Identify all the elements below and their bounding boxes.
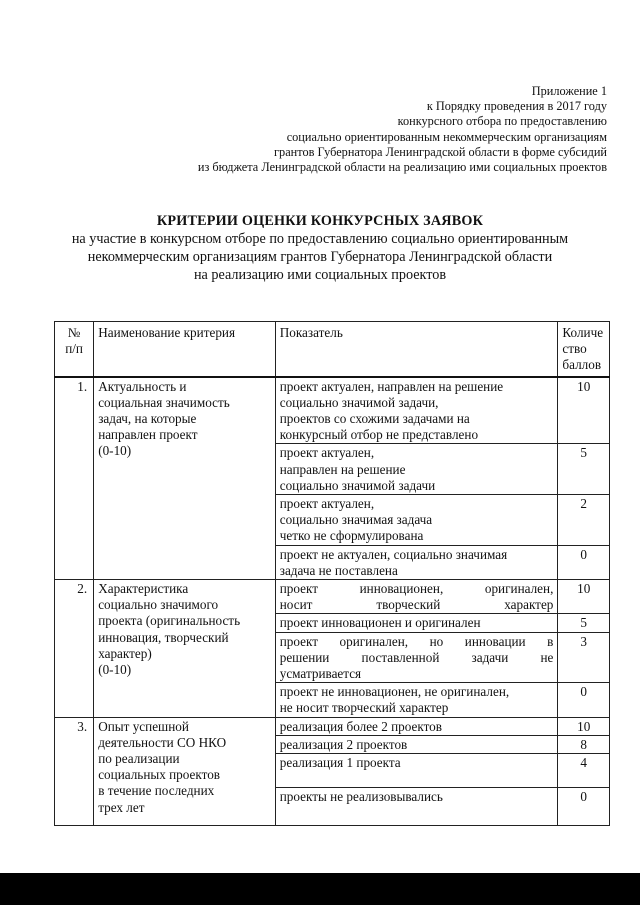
indicator-cell: проект не инновационен, не оригинален, не носит творческий характер <box>275 683 558 717</box>
appendix-line: социально ориентированным некоммерческим организациям <box>286 129 607 144</box>
appendix-line: к Порядку проведения в 2017 году <box>426 99 607 114</box>
header-indicator: Показатель <box>275 322 558 377</box>
score-cell: 3 <box>558 632 610 683</box>
indicator-cell: проект актуален, направлен на решение социально значимой задачи <box>275 444 558 495</box>
appendix-header <box>198 84 607 175</box>
appendix-line: из бюджета Ленинградской области на реализацию ими социальных проектов <box>197 160 607 175</box>
document-title <box>0 212 640 284</box>
indicator-cell: проект актуален, социально значимая задача четко не сформулирована <box>275 495 558 546</box>
header-num: № п/п <box>55 322 94 377</box>
title-sub-line: на реализацию ими социальных проектов <box>193 267 447 283</box>
indicator-cell: проекты не реализовывались <box>275 788 558 826</box>
score-cell: 0 <box>558 683 610 717</box>
table-row <box>55 717 610 735</box>
indicator-cell: проект не актуален, социально значимая задача не поставлена <box>275 545 558 579</box>
appendix-line: конкурсного отбора по предоставлению <box>397 114 607 129</box>
score-cell: 5 <box>558 614 610 632</box>
score-cell: 10 <box>558 377 610 444</box>
indicator-cell: проект актуален, направлен на решение социально значимой задачи, проектов со схожими задачами на конкурсный отбор не представлено <box>275 377 558 444</box>
title-main: КРИТЕРИИ ОЦЕНКИ КОНКУРСНЫХ ЗАЯВОК <box>156 213 484 229</box>
score-cell: 0 <box>558 545 610 579</box>
score-cell: 2 <box>558 495 610 546</box>
criterion-number: 2. <box>55 580 94 718</box>
table-header-row <box>55 322 610 377</box>
score-cell: 4 <box>558 754 610 788</box>
indicator-cell: проект инновационен и оригинален <box>275 614 558 632</box>
score-cell: 10 <box>558 580 610 614</box>
table-row <box>55 377 610 444</box>
indicator-cell: реализация 2 проектов <box>275 735 558 753</box>
appendix-line: Приложение 1 <box>531 84 607 98</box>
criterion-name: Актуальность и социальная значимость задач, на которые направлен проект (0-10) <box>94 377 276 580</box>
criterion-number: 3. <box>55 717 94 825</box>
indicator-cell: проект инновационен, оригинален, носит творческий характер <box>275 580 558 614</box>
header-name: Наименование критерия <box>94 322 276 377</box>
table-row <box>55 580 610 614</box>
title-sub-line: на участие в конкурсном отборе по предоставлению социально ориентированным <box>71 231 569 247</box>
score-cell: 0 <box>558 788 610 826</box>
title-sub-line: некоммерческим организациям грантов Губернатора Ленинградской области <box>87 249 553 265</box>
criterion-number: 1. <box>55 377 94 580</box>
indicator-cell: реализация 1 проекта <box>275 754 558 788</box>
appendix-line: грантов Губернатора Ленинградской области в форме субсидий <box>274 144 607 159</box>
score-cell: 5 <box>558 444 610 495</box>
criteria-table <box>54 321 610 826</box>
header-score: Количе ство баллов <box>558 322 610 377</box>
indicator-cell: реализация более 2 проектов <box>275 717 558 735</box>
indicator-cell: проект оригинален, но инновации в решении поставленной задачи не усматривается <box>275 632 558 683</box>
score-cell: 8 <box>558 735 610 753</box>
score-cell: 10 <box>558 717 610 735</box>
criterion-name: Характеристика социально значимого проекта (оригинальность инновация, творческий характер) (0-10) <box>94 580 276 718</box>
criterion-name: Опыт успешной деятельности СО НКО по реализации социальных проектов в течение последних трех лет <box>94 717 276 825</box>
scan-bottom-edge <box>0 873 640 905</box>
